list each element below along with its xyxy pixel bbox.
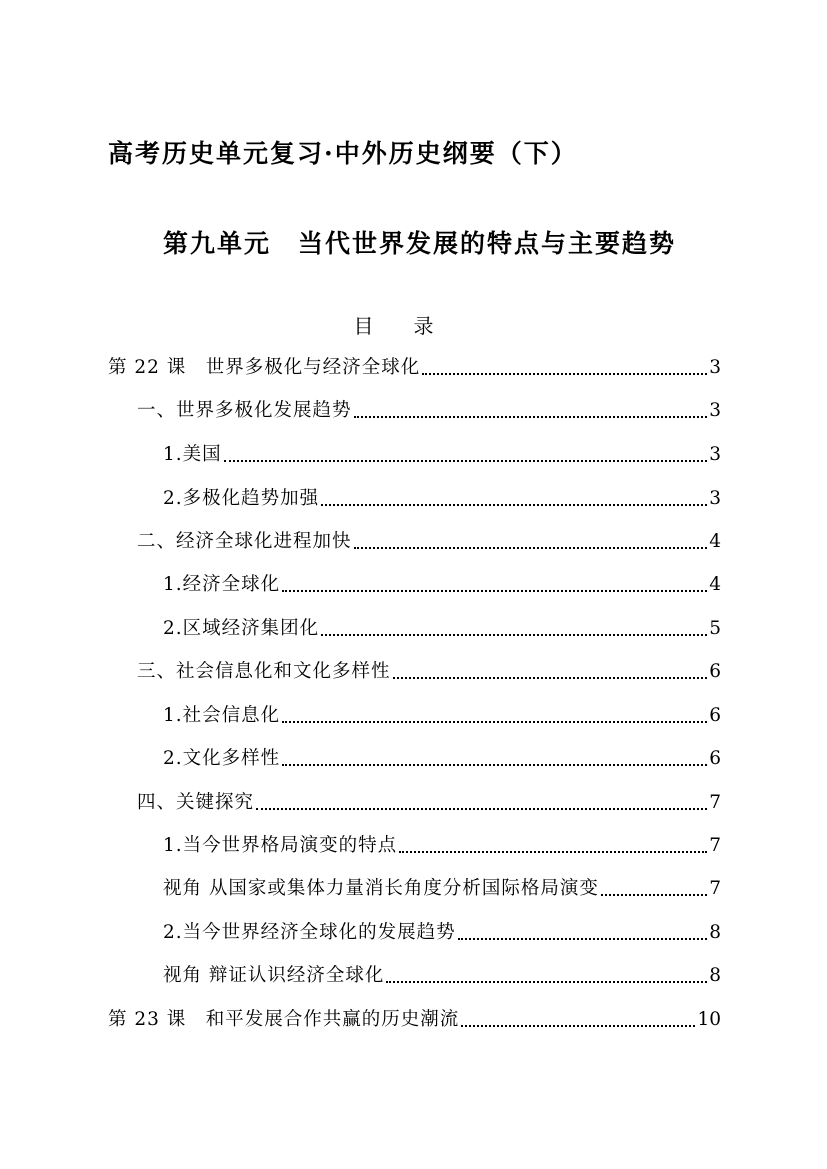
toc-entry[interactable] <box>137 397 721 425</box>
toc-entry-label: 三、社会信息化和文化多样性 <box>137 661 391 682</box>
toc-entry-label: 二、经济全球化进程加快 <box>137 531 352 552</box>
toc-entry-label: 一、世界多极化发展趋势 <box>137 400 352 421</box>
toc-entry-page: 3 <box>709 444 721 465</box>
toc-entry[interactable] <box>163 745 721 773</box>
toc-entry-page: 3 <box>709 357 721 378</box>
toc-leader <box>282 764 707 766</box>
toc-entry[interactable] <box>137 658 721 686</box>
toc-leader <box>282 590 707 592</box>
toc-entry-label: 2.文化多样性 <box>163 748 281 769</box>
toc-entry-label: 视角 从国家或集体力量消长角度分析国际格局演变 <box>163 878 599 899</box>
toc-entry-page: 6 <box>709 748 721 769</box>
toc-entry-label: 1.经济全球化 <box>163 574 281 595</box>
toc-entry-label: 2.区域经济集团化 <box>163 618 320 639</box>
toc-entry-label: 2.当今世界经济全球化的发展趋势 <box>163 922 456 943</box>
toc-entry-page: 7 <box>709 792 721 813</box>
toc-entry-page: 6 <box>709 705 721 726</box>
toc-entry-label: 1.美国 <box>163 444 222 465</box>
toc-leader <box>386 981 707 983</box>
toc-entry[interactable] <box>163 832 721 860</box>
toc-entry-page: 4 <box>709 531 721 552</box>
toc-entry[interactable] <box>163 485 721 513</box>
toc-leader <box>601 894 707 896</box>
toc-entry-label: 1.社会信息化 <box>163 705 281 726</box>
toc-leader <box>399 851 707 853</box>
toc-entry-label: 四、关键探究 <box>137 792 255 813</box>
toc-entry-label: 视角 辩证认识经济全球化 <box>163 965 385 986</box>
toc-entry-page: 3 <box>709 400 721 421</box>
toc-leader <box>458 938 708 940</box>
toc-entry[interactable] <box>163 702 721 730</box>
toc-entry-page: 10 <box>697 1009 721 1030</box>
toc-leader <box>256 808 707 810</box>
toc-leader <box>321 634 707 636</box>
toc-entry-page: 4 <box>709 574 721 595</box>
toc-entry-label: 第 22 课 世界多极化与经济全球化 <box>108 357 421 378</box>
toc-entry[interactable] <box>163 441 721 469</box>
toc-entry-page: 8 <box>709 922 721 943</box>
toc-entry-page: 7 <box>709 835 721 856</box>
toc-leader <box>393 677 708 679</box>
toc-entry[interactable] <box>108 354 721 382</box>
toc-leader <box>461 1025 695 1027</box>
toc-entry-page: 8 <box>709 965 721 986</box>
toc-entry-label: 1.当今世界格局演变的特点 <box>163 835 398 856</box>
toc-entry-page: 6 <box>709 661 721 682</box>
toc-entry-page: 3 <box>709 488 721 509</box>
toc-entry[interactable] <box>108 1006 721 1034</box>
toc-leader <box>224 460 708 462</box>
toc-entry[interactable] <box>163 875 721 903</box>
toc-entry[interactable] <box>163 962 721 990</box>
toc-entry-page: 5 <box>709 618 721 639</box>
toc-leader <box>354 416 708 418</box>
toc-entry-label: 2.多极化趋势加强 <box>163 488 320 509</box>
unit-subtitle: 第九单元 当代世界发展的特点与主要趋势 <box>163 229 677 258</box>
toc-entry[interactable] <box>137 528 721 556</box>
document-title: 高考历史单元复习·中外历史纲要（下） <box>108 139 578 168</box>
toc-heading: 目录 <box>353 314 474 338</box>
toc-leader <box>354 547 708 549</box>
toc-leader <box>321 504 707 506</box>
toc-leader <box>422 373 707 375</box>
toc-entry-page: 7 <box>709 878 721 899</box>
toc-entry[interactable] <box>137 789 721 817</box>
toc-entry[interactable] <box>163 615 721 643</box>
toc-entry[interactable] <box>163 919 721 947</box>
toc-entry-label: 第 23 课 和平发展合作共赢的历史潮流 <box>108 1009 460 1030</box>
toc-leader <box>282 721 707 723</box>
toc-entry[interactable] <box>163 571 721 599</box>
